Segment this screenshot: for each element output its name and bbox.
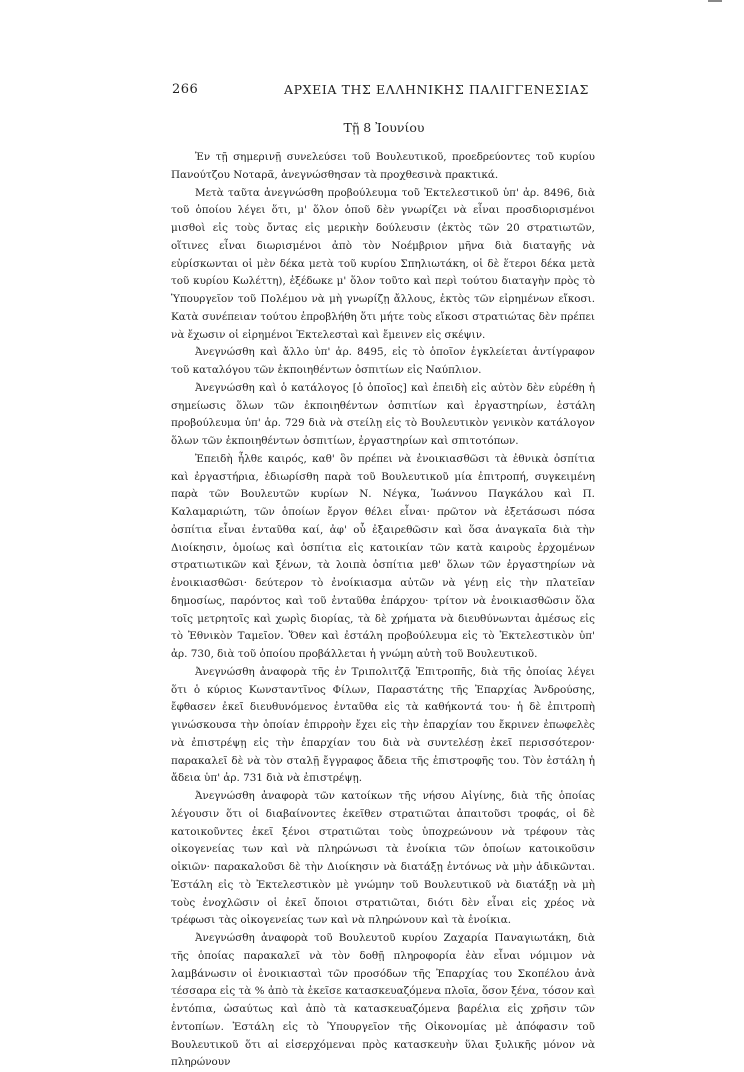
date-heading: Τῇ 8 Ἰουνίου	[343, 120, 425, 135]
paragraph: Ἀνεγνώσθη καὶ ἄλλο ὑπ' ἀρ. 8495, εἰς τὸ ὁποῖον ἐγκλείεται ἀντίγραφον τοῦ καταλόγου τῶν ἐκποιηθέντων ὀσπιτίων εἰς Ναύπλιον.	[171, 346, 595, 376]
body-text	[171, 149, 595, 1072]
paragraph: Ἀνεγνώσθη ἀναφορὰ τῆς ἐν Τριπολιτζᾷ Ἐπιτροπῆς, διὰ τῆς ὁποίας λέγει ὅτι ὁ κύριος Κωνσταντῖνος Φίλων, Παραστάτης τῆς Ἐπαρχίας Ἀνδρούσης, ἔφθασεν ἐκεῖ διευθυνόμενος ἐνταῦθα εἰς τὰ καθήκοντά του· ἡ δὲ ἐπιτροπὴ γινώσκουσα τὴν ὁποίαν ἐπιρροὴν ἔχει εἰς τὴν ἐπαρχίαν του ἔκρινεν ἐπωφελὲς νὰ ἐπιστρέψῃ εἰς τὴν ἐπαρχίαν του διὰ νὰ συντελέσῃ ἐκεῖ περισσότερον· παρακαλεῖ δὲ νὰ τὸν σταλῇ ἔγγραφος ἄδεια τῆς ἐπιστροφῆς του. Τὸν ἐστάλη ἡ ἄδεια ὑπ' ἀρ. 731 διὰ νὰ ἐπιστρέψῃ.	[171, 665, 595, 785]
paragraph: Ἐν τῇ σημερινῇ συνελεύσει τοῦ Βουλευτικοῦ, προεδρεύοντες τοῦ κυρίου Πανούτζου Νοταρᾶ, ἀνεγνώσθησαν τὰ προχθεσινὰ πρακτικά.	[171, 151, 595, 181]
paragraph: Ἐπειδὴ ἦλθε καιρός, καθ' ὃν πρέπει νὰ ἐνοικιασθῶσι τὰ ἐθνικὰ ὀσπίτια καὶ ἐργαστήρια, ἐδιωρίσθη παρὰ τοῦ Βουλευτικοῦ μία ἐπιτροπή, συγκειμένη παρὰ τῶν Βουλευτῶν κυρίων Ν. Νέγκα, Ἰωάννου Παγκάλου καὶ Π. Καλαμαριώτη, τῶν ὁποίων ἔργον θέλει εἶναι· πρῶτον νὰ ἐξετάσωσι πόσα ὀσπίτια εἶναι ἐνταῦθα καί, ἀφ' οὗ ἐξαιρεθῶσιν καὶ ὅσα ἀναγκαῖα διὰ τὴν Διοίκησιν, ὁμοίως καὶ ὀσπίτια εἰς κατοικίαν τῶν κατὰ καιροὺς ἐρχομένων στρατιωτικῶν καὶ ξένων, τὰ λοιπὰ ὀσπίτια μεθ' ὅλων τῶν ἐργαστηρίων νὰ ἐνοικιασθῶσι· δεύτερον τὸ ἐνοίκιασμα αὐτῶν νὰ γένῃ εἰς τὴν πλατεῖαν δημοσίως, παρόντος καὶ τοῦ ἐνταῦθα ἐπάρχου· τρίτον νὰ ἐνοικιασθῶσιν ὅλα τοῖς μετρητοῖς καὶ χωρὶς διορίας, τὰ δὲ χρήματα νὰ διευθύνωνται ἀμέσως εἰς τὸ Ἐθνικὸν Ταμεῖον. Ὅθεν καὶ ἐστάλη προβούλευμα εἰς τὸ Ἐκτελεστικὸν ὑπ' ἀρ. 730, διὰ τοῦ ὁποίου προβάλλεται ἡ γνώμη αὐτὴ τοῦ Βουλευτικοῦ.	[171, 452, 595, 660]
paragraph: Ἀνεγνώσθη ἀναφορὰ τῶν κατοίκων τῆς νήσου Αἰγίνης, διὰ τῆς ὁποίας λέγουσιν ὅτι οἱ διαβαίνοντες ἐκεῖθεν στρατιῶται ἀπαιτοῦσι τροφάς, οἱ δὲ κατοικοῦντες ἐκεῖ ξένοι στρατιῶται τοὺς ὑποχρεώνουν νὰ τρέφουν τὰς οἰκογενείας των καὶ νὰ πληρώνωσι τὰ ἐνοίκια τῶν ὁποίων κατοικοῦσιν οἰκιῶν· παρακαλοῦσι δὲ τὴν Διοίκησιν νὰ διατάξῃ ἐντόνως νὰ μὴν ἀδικῶνται. Ἐστάλη εἰς τὸ Ἐκτελεστικὸν μὲ γνώμην τοῦ Βουλευτικοῦ νὰ διατάξῃ νὰ μὴ τοὺς ἐνοχλῶσιν οἱ ἐκεῖ ὄποιοι στρατιῶται, διότι δὲν εἶναι εἰς χρέος νὰ τρέφωσι τὰς οἰκογενείας των καὶ νὰ πληρώνουν καὶ τὰ ἐνοίκια.	[171, 790, 595, 927]
bottom-rule	[172, 997, 596, 998]
paragraph: Μετὰ ταῦτα ἀνεγνώσθη προβούλευμα τοῦ Ἐκτελεστικοῦ ὑπ' ἀρ. 8496, διὰ τοῦ ὁποίου λέγει ὅτι, μ' ὅλον ὁποῦ δὲν γνωρίζει νὰ εἶναι προσδιορισμένοι μισθοὶ εἰς τοὺς ὄντας εἰς μερικὴν δούλευσιν (ἐκτὸς τῶν 20 στρατιωτῶν, οἵτινες εἶναι διωρισμένοι ἀπὸ τὸν Νοέμβριον μῆνα διὰ διαταγῆς νὰ εὑρίσκωνται οἱ μὲν δέκα μετὰ τοῦ κυρίου Σπηλιωτάκη, οἱ δὲ ἕτεροι δέκα μετὰ τοῦ κυρίου Κωλέττη), ἐξέδωκε μ' ὅλον τοῦτο καὶ περὶ τούτου διαταγὴν πρὸς τὸ Ὑπουργεῖον τοῦ Πολέμου νὰ μὴ γνωρίζῃ ἄλλους, ἐκτὸς τῶν εἰρημένων εἴκοσι. Κατὰ συνέπειαν τούτου ἐπροβλήθη ὅτι μήτε τοὺς εἴκοσι στρατιώτας δὲν πρέπει νὰ ἔχωσιν οἱ εἰρημένοι Ἐκτελεσταὶ καὶ ἔμεινεν εἰς σκέψιν.	[171, 186, 595, 341]
scan-corner-mark	[708, 0, 722, 2]
running-title: ΑΡΧΕΙΑ ΤΗΣ ΕΛΛΗΝΙΚΗΣ ΠΑΛΙΓΓΕΝΕΣΙΑΣ	[284, 82, 589, 97]
paragraph: Ἀνεγνώσθη ἀναφορὰ τοῦ Βουλευτοῦ κυρίου Ζαχαρία Παναγιωτάκη, διὰ τῆς ὁποίας παρακαλεῖ νὰ τὸν δοθῇ πληροφορία ἐὰν εἶναι νόμιμον νὰ λαμβάνωσιν οἱ ἐνοικιασταὶ τῶν προσόδων τῆς Ἐπαρχίας του Σκοπέλου ἀνὰ τέσσαρα εἰς τὰ % ἀπὸ τὰ ἐκεῖσε κατασκευαζόμενα πλοῖα, ὅσον ξένα, τόσον καὶ ἐντόπια, ὡσαύτως καὶ ἀπὸ τὰ κατασκευαζόμενα βαρέλια εἰς χρῆσιν τῶν ἐντοπίων. Ἐστάλη εἰς τὸ Ὑπουργεῖον τῆς Οἰκονομίας μὲ ἀπόφασιν τοῦ Βουλευτικοῦ ὅτι αἱ εἰσερχόμεναι πρὸς κατασκευὴν ὕλαι ξυλικῆς μόνον νὰ πληρώνουν	[171, 932, 595, 1069]
page-number: 266	[172, 82, 199, 97]
paragraph: Ἀνεγνώσθη καὶ ὁ κατάλογος [ὁ ὁποῖος] καὶ ἐπειδὴ εἰς αὐτὸν δὲν εὑρέθη ἡ σημείωσις ὅλων τῶν ἐκποιηθέντων ὀσπιτίων καὶ ἐργαστηρίων, ἐστάλη προβούλευμα ὑπ' ἀρ. 729 διὰ νὰ στείλῃ εἰς τὸ Βουλευτικὸν γενικὸν κατάλογον ὅλων τῶν ἐκποιηθέντων ὀσπιτίων, ἐργαστηρίων καὶ σπιτοτόπων.	[171, 381, 595, 447]
page-header	[172, 82, 592, 102]
